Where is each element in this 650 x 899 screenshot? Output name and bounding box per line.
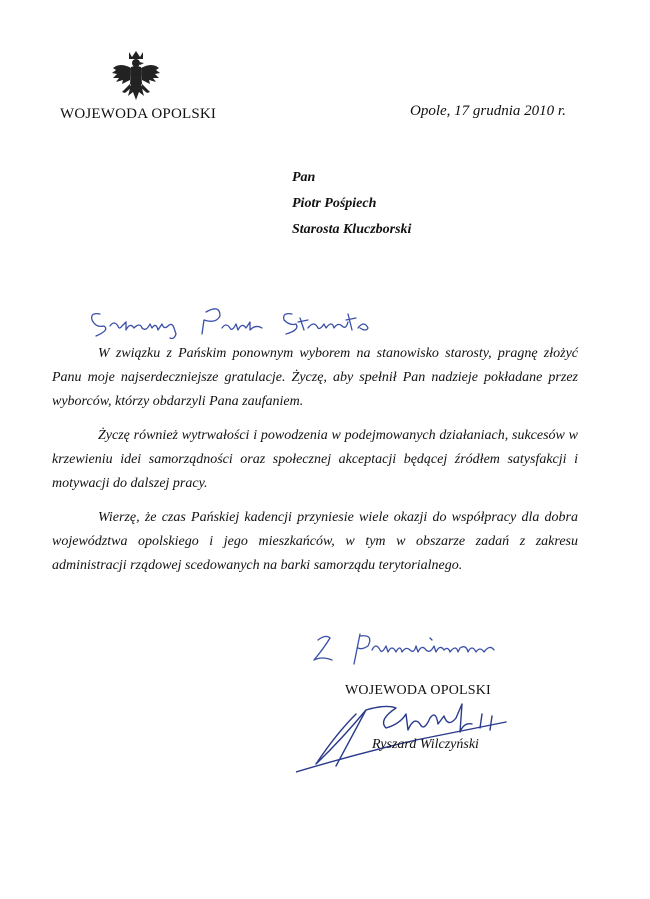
body-paragraph-1 (52, 342, 578, 414)
body-paragraph-2 (52, 424, 578, 496)
body-paragraph-3 (52, 506, 578, 578)
handwritten-signature (296, 694, 526, 774)
handwritten-salutation (86, 300, 386, 344)
paragraph-text: W związku z Pańskim ponownym wyborem na stanowisko starosty, pragnę złożyć Panu moje najserdeczniejsze gratulacje. Życzę, aby spełnił Pan nadzieje pokładane przez wyborców, którzy obdarzyli Pana zaufaniem. (52, 346, 578, 409)
signatory-title: WOJEWODA OPOLSKI (345, 683, 491, 698)
recipient-name: Piotr Pośpiech (292, 196, 377, 211)
polish-eagle-emblem-icon (110, 48, 162, 110)
recipient-position: Starosta Kluczborski (292, 222, 412, 237)
paragraph-text: Wierzę, że czas Pańskiej kadencji przyniesie wiele okazji do współpracy dla dobra województwa opolskiego i jego mieszkańców, w tym w obszarze zadań z zakresu administracji rządowej scedowanych na barki samorządu terytorialnego. (52, 510, 578, 573)
recipient-title: Pan (292, 170, 316, 185)
place-date: Opole, 17 grudnia 2010 r. (410, 103, 566, 119)
signatory-name: Ryszard Wilczyński (372, 737, 479, 752)
paragraph-text: Życzę również wytrwałości i powodzenia w podejmowanych działaniach, sukcesów w krzewieniu idei samorządności oraz społecznej akceptacji będącej źródłem satysfakcji i motywacji do dalszej pracy. (52, 428, 578, 491)
issuer-name: WOJEWODA OPOLSKI (60, 106, 217, 122)
handwritten-closing (308, 624, 518, 670)
